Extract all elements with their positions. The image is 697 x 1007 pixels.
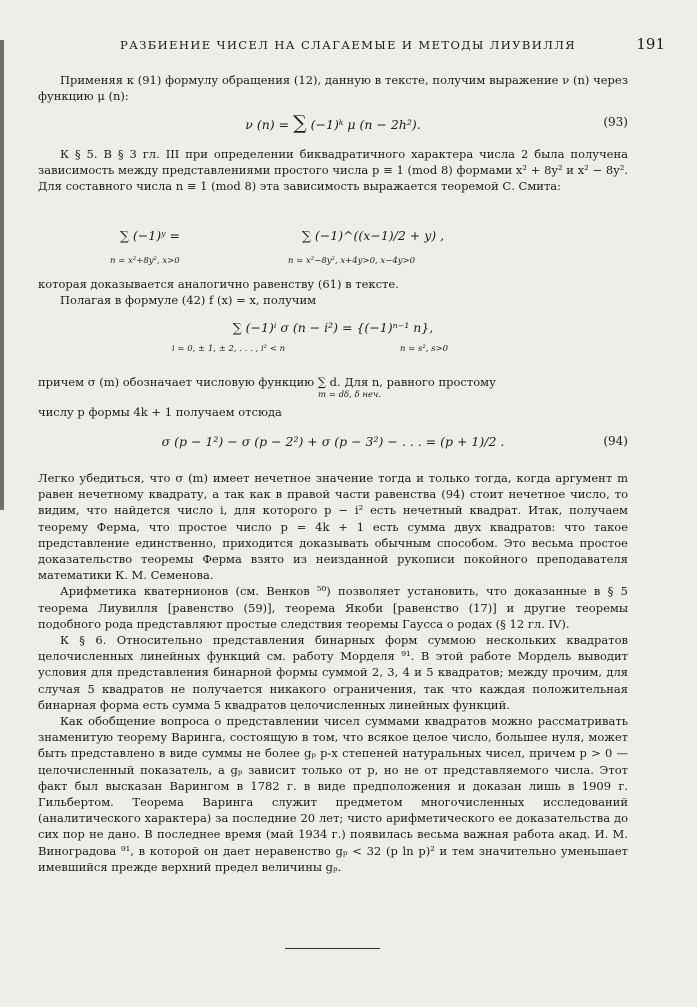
equation-42: ∑ (−1)ⁱ σ (n − i²) = {(−1)ⁿ⁻¹ n}, [232,320,434,335]
header-title: РАЗБИЕНИЕ ЧИСЕЛ НА СЛАГАЕМЫЕ И МЕТОДЫ ЛИУВИЛЛЯ [120,38,576,52]
smith-sub-left: n = x²+8y², x>0 [110,256,180,266]
paragraph-prime-form: числу p формы 4k + 1 получаем отсюда [38,405,282,419]
eq42-sub-right: n = s², s>0 [400,344,449,354]
smith-sub-right: n = x²−8y², x+4y>0, x−4y>0 [288,256,416,266]
running-header [120,35,665,53]
page-number: 191 [636,35,665,53]
book-page: РАЗБИЕНИЕ ЧИСЕЛ НА СЛАГАЕМЫЕ И МЕТОДЫ ЛИУВИЛЛЯ 191 Применяя к (91) формулу обращения (12), данную в тексте, получим выражение ν (n) через функцию μ (n): ν (n) = ∑ (−1)ᵏ μ (n − 2h²). (93) К § 5. В § 3 гл. III при определении биквадратичного характера числа 2 была получена зависимость между представлениями простого числа p ≡ 1 (mod 8) формами x² + 8y² и x² − 8y². Для составного числа n ≡ 1 (mod 8) эта зависимость выражается теоремой С. Смита: ∑ (−1)ʸ = ∑ (−1)^((x−1)/2 + y) , n = x²+8y², x>0 n = x²−8y², x+4y>0, x−4y>0 которая доказывается аналогично равенству (61) в тексте. Полагая в формуле (42) f (x) = x, получим ∑ (−1)ⁱ σ (n − i²) = {(−1)ⁿ⁻¹ n}, i = 0, ± 1, ± 2, . . . , i² < n n = s², s>0 причем σ (m) обозначает числовую функцию ∑ d. Для n, равного простому m = dδ, δ неч. числу p формы 4k + 1 получаем отсюда σ (p − 1²) − σ (p − 2²) + σ (p − 3²) − . . . = (p + 1)/2 . (94) Легко убедиться, что σ (m) имеет нечетное значение тогда и только тогда, когда аргумент m равен нечетному квадрату, а так как в правой части равенства (94) стоит нечетное число, то видим, что найдется число i, для которого p − i² есть нечетный квадрат. Итак, получаем теорему Ферма, что простое число p = 4k + 1 есть сумма двух квадратов: что такое представление единственно, приходится доказывать обычным способом. Это весьма простое доказательство теоремы Ферма взято из неизданной рукописи покойного преподавателя математики К. М. Семенова. Арифметика кватернионов (см. Венков ⁵⁰) позволяет установить, что доказанные в § 5 теорема Лиувилля [равенство (59)], теорема Якоби [равенство (17)] и другие теоремы подобного рода представляют простые следствия теоремы Гаусса о родах (§ 12 гл. IV). К § 6. Относительно представления бинарных форм суммою нескольких квадратов целочисленных линейных функций см. работу Морделя ⁹¹. В этой работе Мордель выводит условия для представления бинарной формы суммой 2, 3, 4 и 5 квадратов; между прочим, для случая 5 квадратов не получается никакого ограничения, так что каждая положительная бинарная форма есть сумма 5 квадратов целочисленных линейных функций. Как обобщение вопроса о представлении чисел суммами квадратов можно рассматривать знаменитую теорему Варинга, состоящую в том, что всякое целое число, большее нуля, может быть представлено в виде суммы не более gₚ p-х степеней натуральных чисел, причем p > 0 — целочисленный показатель, а gₚ зависит только от p, но не от представляемого числа. Этот факт был высказан Варингом в 1782 г. в виде предположения и доказан лишь в 1909 г. Гильбертом. Теорема Варинга служит предметом многочисленных исследований (аналитического характера) за последние 20 лет; чисто арифметического ее доказательства до сих пор не дано. В последнее время (май 1934 г.) появилась весьма важная работа акад. И. М. Виноградова ⁹¹, в которой он дает неравенство gₚ < 32 (p ln p)² и тем значительно уменьшает имевшийся прежде верхний предел величины gₚ. [0,0,697,1007]
equation-94: σ (p − 1²) − σ (p − 2²) + σ (p − 3²) − . . . = (p + 1)/2 . (94) [161,434,628,449]
page-edge-shadow [0,40,4,510]
end-rule [285,948,380,949]
paragraph-sigma-definition: причем σ (m) обозначает числовую функцию ∑ d. Для n, равного простому [38,375,496,389]
sigma-sub: m = dδ, δ неч. [318,390,381,400]
paragraph-proof-note: которая доказывается аналогично равенству (61) в тексте. Полагая в формуле (42) f (x) = x, получим [38,277,399,308]
equation-number: (93) [603,115,628,129]
equation-93: ν (n) = ∑ (−1)ᵏ μ (n − 2h²). (93) [245,112,628,134]
paragraph-intro: Применяя к (91) формулу обращения (12), данную в тексте, получим выражение ν (n) через функцию μ (n): [38,73,628,104]
eq42-sub-left: i = 0, ± 1, ± 2, . . . , i² < n [172,344,286,354]
paragraph-fermat: Легко убедиться, что σ (m) имеет нечетное значение тогда и только тогда, когда аргумент m равен нечетному квадрату, а так как в правой части равенства (94) стоит нечетное число, то видим, что найдется число i, для которого p − i² есть нечетный квадрат. Итак, получаем теорему Ферма, что простое число p = 4k + 1 есть сумма двух квадратов: что такое представление единственно, приходится доказывать обычным способом. Это весьма простое доказательство теоремы Ферма взято из неизданной рукописи покойного преподавателя математики К. М. Семенова. Арифметика кватернионов (см. Венков ⁵⁰) позволяет установить, что доказанные в § 5 теорема Лиувилля [равенство (59)], теорема Якоби [равенство (17)] и другие теоремы подобного рода представляют простые следствия теоремы Гаусса о родах (§ 12 гл. IV). К § 6. Относительно представления бинарных форм суммою нескольких квадратов целочисленных линейных функций см. работу Морделя ⁹¹. В этой работе Мордель выводит условия для представления бинарной формы суммой 2, 3, 4 и 5 квадратов; между прочим, для случая 5 квадратов не получается никакого ограничения, так что каждая положительная бинарная форма есть сумма 5 квадратов целочисленных линейных функций. Как обобщение вопроса о представлении чисел суммами квадратов можно рассматривать знаменитую теорему Варинга, состоящую в том, что всякое целое число, большее нуля, может быть представлено в виде суммы не более gₚ p-х степеней натуральных чисел, причем p > 0 — целочисленный показатель, а gₚ зависит только от p, но не от представляемого числа. Этот факт был высказан Варингом в 1782 г. в виде предположения и доказан лишь в 1909 г. Гильбертом. Теорема Варинга служит предметом многочисленных исследований (аналитического характера) за последние 20 лет; чисто арифметического ее доказательства до сих пор не дано. В последнее время (май 1934 г.) появилась весьма важная работа акад. И. М. Виноградова ⁹¹, в которой он дает неравенство gₚ < 32 (p ln p)² и тем значительно уменьшает имевшийся прежде верхний предел величины gₚ. [38,471,628,874]
paragraph-section-5: К § 5. В § 3 гл. III при определении биквадратичного характера числа 2 была получена зависимость между представлениями простого числа p ≡ 1 (mod 8) формами x² + 8y² и x² − 8y². Для составного числа n ≡ 1 (mod 8) эта зависимость выражается теоремой С. Смита: [38,147,628,194]
equation-number: (94) [603,434,628,448]
